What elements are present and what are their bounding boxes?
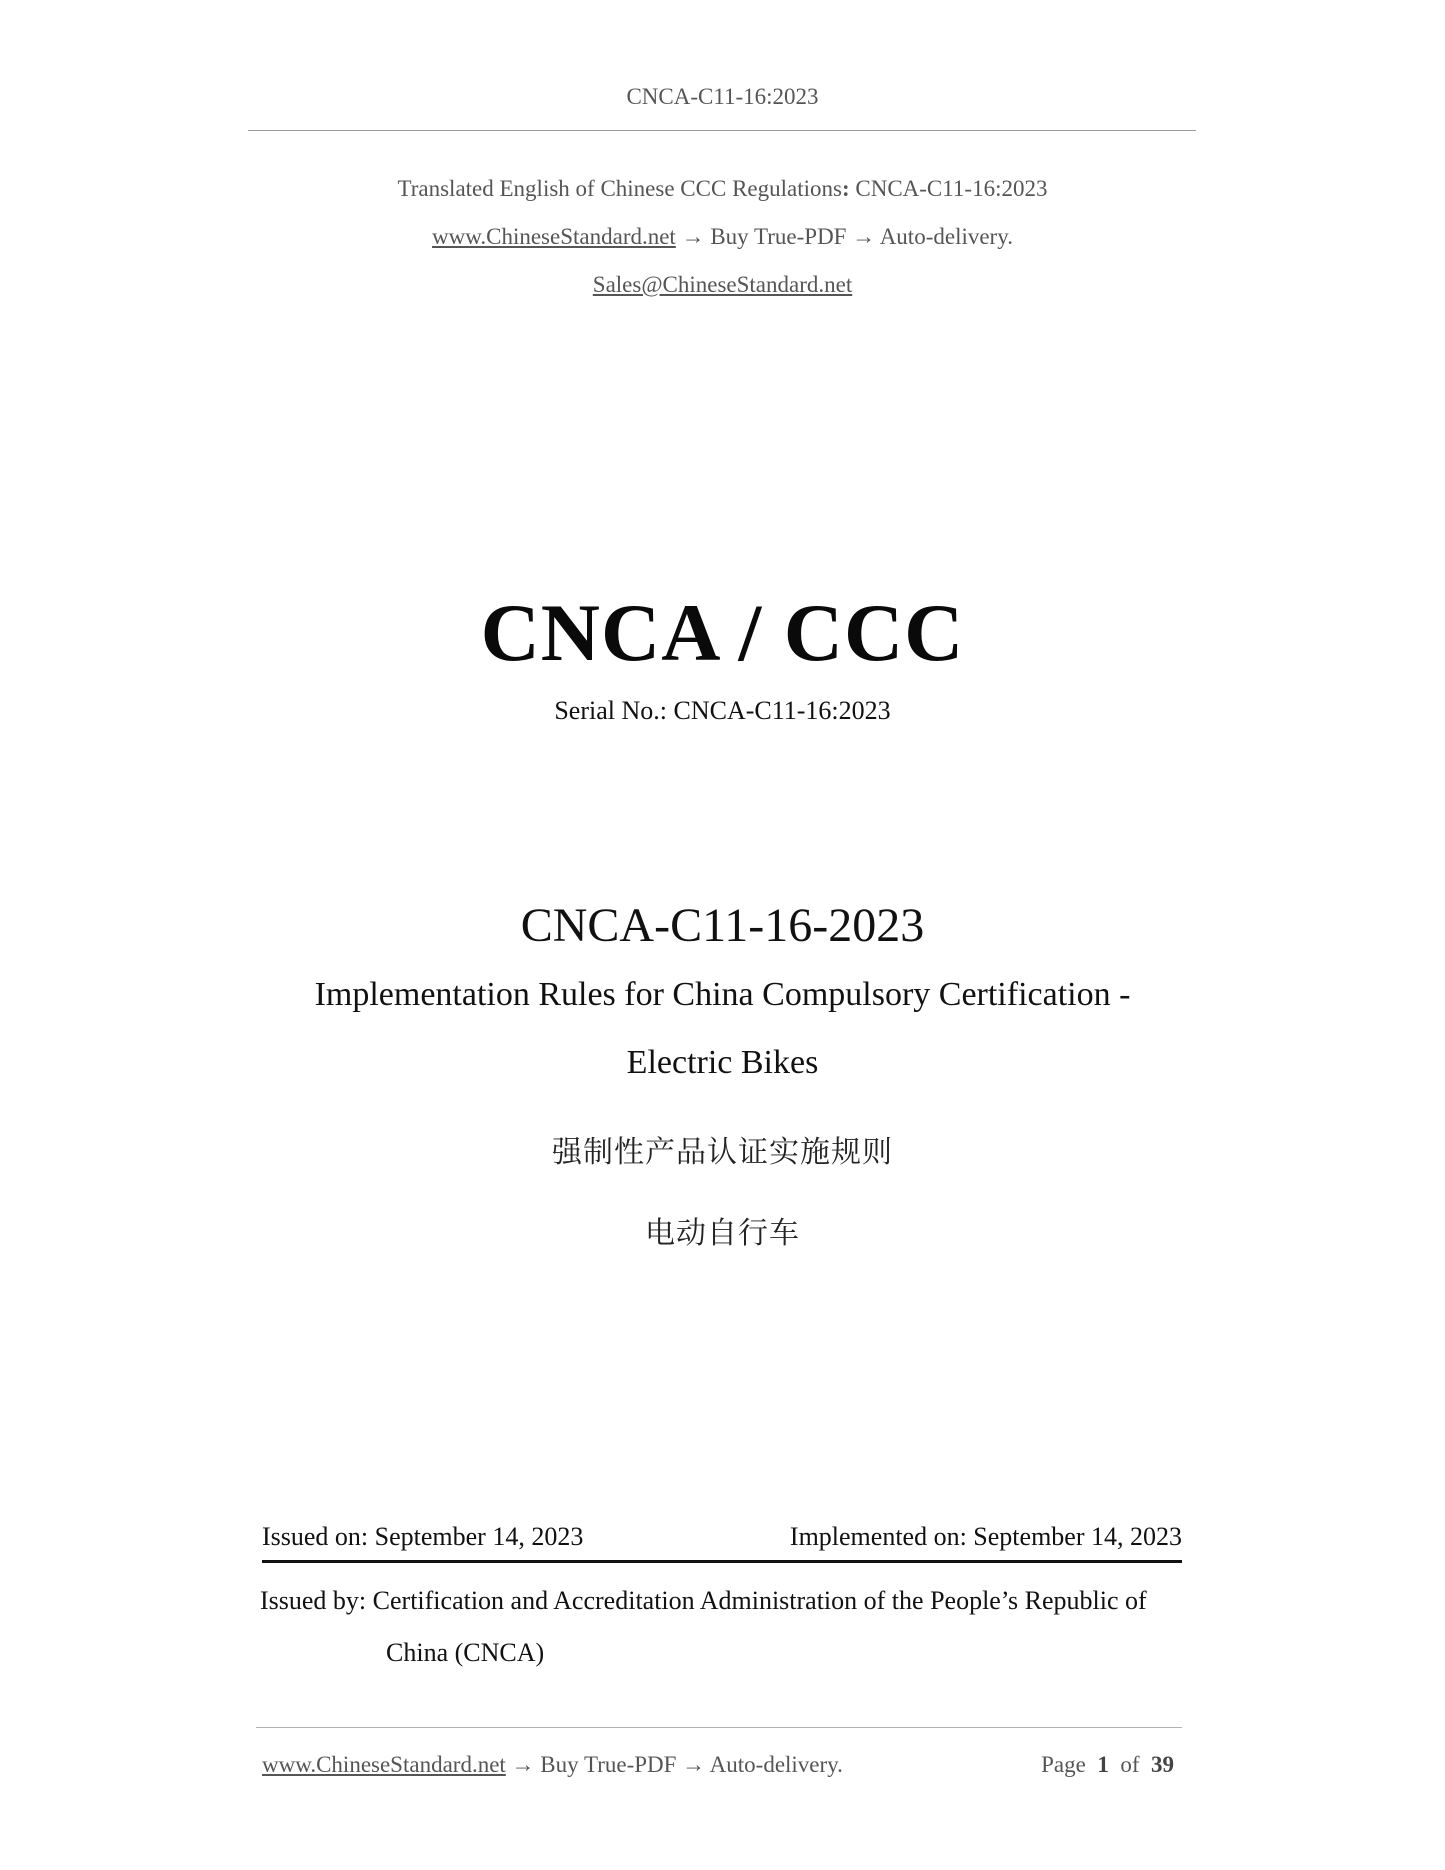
- header-document-code: CNCA-C11-16:2023: [626, 84, 819, 109]
- serial-number: Serial No.: CNCA-C11-16:2023: [554, 696, 891, 725]
- footer-site-link[interactable]: www.ChineseStandard.net: [262, 1752, 506, 1777]
- page-word: Page: [1041, 1752, 1086, 1777]
- issued-by: [260, 1575, 1190, 1679]
- chinese-title-line-1: 强制性产品认证实施规则: [552, 1135, 893, 1170]
- footer-divider: [256, 1727, 1182, 1728]
- page-number: 1: [1097, 1752, 1109, 1777]
- page-indicator: [1041, 1752, 1174, 1778]
- chinese-title-line-2: 电动自行车: [645, 1216, 800, 1251]
- email-line: [0, 272, 1445, 298]
- translation-notice: [0, 176, 1445, 202]
- issued-by-line-2: China (CNCA): [386, 1638, 545, 1667]
- header-divider: [248, 130, 1196, 131]
- issue-divider: [262, 1560, 1182, 1563]
- footer-purchase-text: → Buy True-PDF → Auto-delivery.: [505, 1752, 843, 1777]
- sales-email-link[interactable]: Sales@ChineseStandard.net: [592, 272, 853, 297]
- of-word: of: [1120, 1752, 1140, 1777]
- implemented-on-date: Implemented on: September 14, 2023: [789, 1522, 1182, 1551]
- english-title-line-2: Electric Bikes: [626, 1044, 819, 1081]
- purchase-notice-text: → Buy True-PDF → Auto-delivery.: [675, 224, 1013, 249]
- translation-notice-colon: :: [841, 176, 850, 201]
- footer-purchase-notice: [262, 1752, 843, 1778]
- page-total: 39: [1151, 1752, 1174, 1777]
- main-title: CNCA / CCC: [480, 587, 965, 678]
- english-title-line-1: Implementation Rules for China Compulsory Certification -: [314, 976, 1131, 1013]
- translation-notice-text: Translated English of Chinese CCC Regulations: [397, 176, 842, 201]
- issued-by-line-1: Issued by: Certification and Accreditation Administration of the People’s Republic of: [260, 1586, 1147, 1615]
- standard-code-title: CNCA-C11-16-2023: [520, 899, 925, 952]
- translation-notice-code: CNCA-C11-16:2023: [849, 176, 1048, 201]
- issued-on-date: Issued on: September 14, 2023: [262, 1522, 584, 1551]
- site-link[interactable]: www.ChineseStandard.net: [432, 224, 676, 249]
- purchase-notice: [0, 224, 1445, 250]
